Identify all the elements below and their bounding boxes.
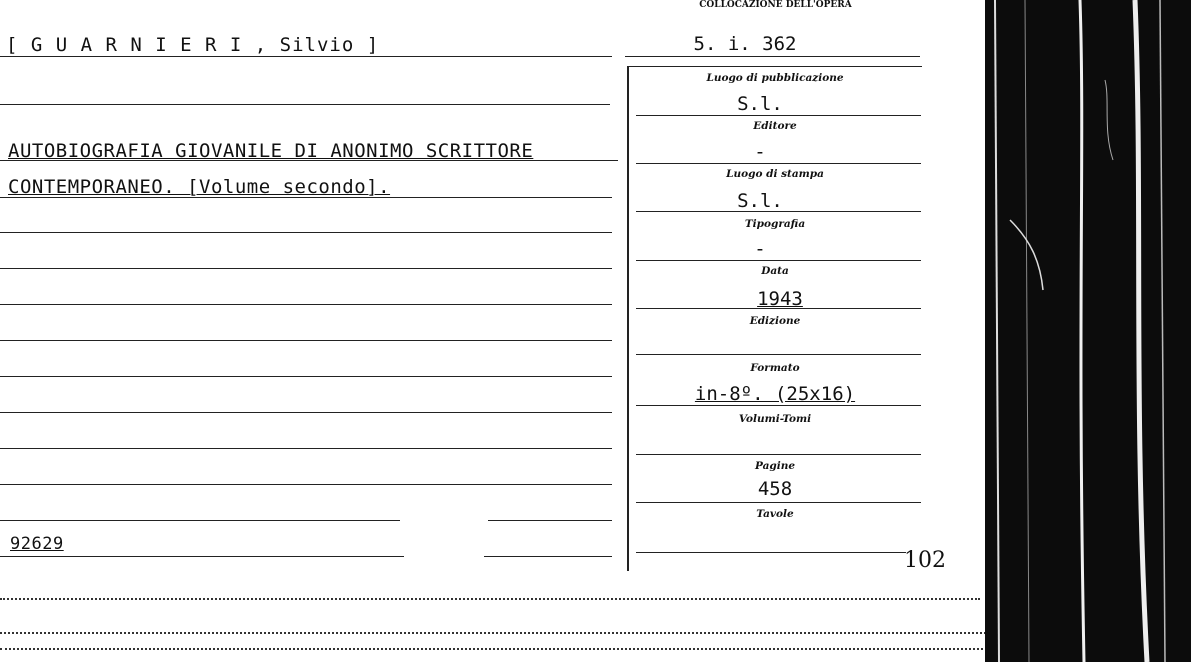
field-value: -: [754, 238, 766, 260]
field-value: 1943: [757, 288, 803, 310]
field-value: S.l.: [737, 190, 783, 212]
left-rule: [488, 520, 612, 521]
scan-dark-edge: [985, 0, 1191, 662]
left-rule: [0, 104, 610, 105]
left-rule: [0, 520, 400, 521]
field-value: in-8º. (25x16): [694, 383, 856, 405]
field-rule: [636, 454, 921, 455]
left-rule: [0, 412, 612, 413]
left-rule: [0, 556, 404, 557]
field-rule: [636, 163, 921, 164]
shelfmark-value: 5. i. 362: [693, 33, 797, 55]
left-rule: [0, 304, 612, 305]
author-rule: [0, 56, 612, 57]
field-rule: [636, 354, 921, 355]
left-rule: [0, 448, 612, 449]
field-rule: [636, 308, 921, 309]
field-label: Luogo di stampa: [726, 168, 824, 180]
left-rule: [0, 268, 612, 269]
handwritten-note: 102: [904, 548, 946, 573]
column-divider: [627, 66, 629, 571]
field-label: Editore: [753, 120, 797, 132]
left-rule: [0, 484, 612, 485]
collocation-label: COLLOCAZIONE DELL'OPERA: [699, 0, 852, 10]
scan-texture: [985, 0, 1191, 662]
scan-noise-line: [0, 632, 990, 634]
field-rule: [636, 405, 921, 406]
left-rule: [0, 340, 612, 341]
field-rule: [636, 552, 906, 553]
field-label: Edizione: [749, 315, 801, 327]
field-label: Data: [761, 265, 789, 277]
inventory-number: 92629: [10, 534, 64, 554]
author-heading: [ G U A R N I E R I , Silvio ]: [6, 34, 380, 56]
field-label: Pagine: [754, 460, 796, 472]
title-line-2: CONTEMPORANEO. [Volume secondo].: [8, 176, 391, 198]
field-rule: [636, 260, 921, 261]
field-label: Tipografia: [744, 218, 806, 230]
field-label: Volumi-Tomi: [738, 413, 812, 425]
field-value: S.l.: [737, 93, 783, 115]
field-rule: [636, 502, 921, 503]
title-line-1: AUTOBIOGRAFIA GIOVANILE DI ANONIMO SCRITTORE: [8, 140, 534, 162]
field-value: 458: [757, 478, 793, 500]
shelfmark-rule: [625, 56, 920, 57]
left-rule: [0, 376, 612, 377]
right-box-top-rule: [627, 66, 922, 67]
card-bottom-edge: [0, 600, 1000, 662]
field-label: Formato: [750, 362, 800, 374]
field-value: -: [754, 141, 766, 163]
left-rule: [484, 556, 612, 557]
scan-noise-line: [0, 648, 995, 650]
field-label: Luogo di pubblicazione: [706, 72, 844, 84]
field-rule: [636, 211, 921, 212]
field-rule: [636, 115, 921, 116]
left-rule: [0, 232, 612, 233]
scan-noise-line: [0, 598, 980, 600]
field-label: Tavole: [756, 508, 794, 520]
